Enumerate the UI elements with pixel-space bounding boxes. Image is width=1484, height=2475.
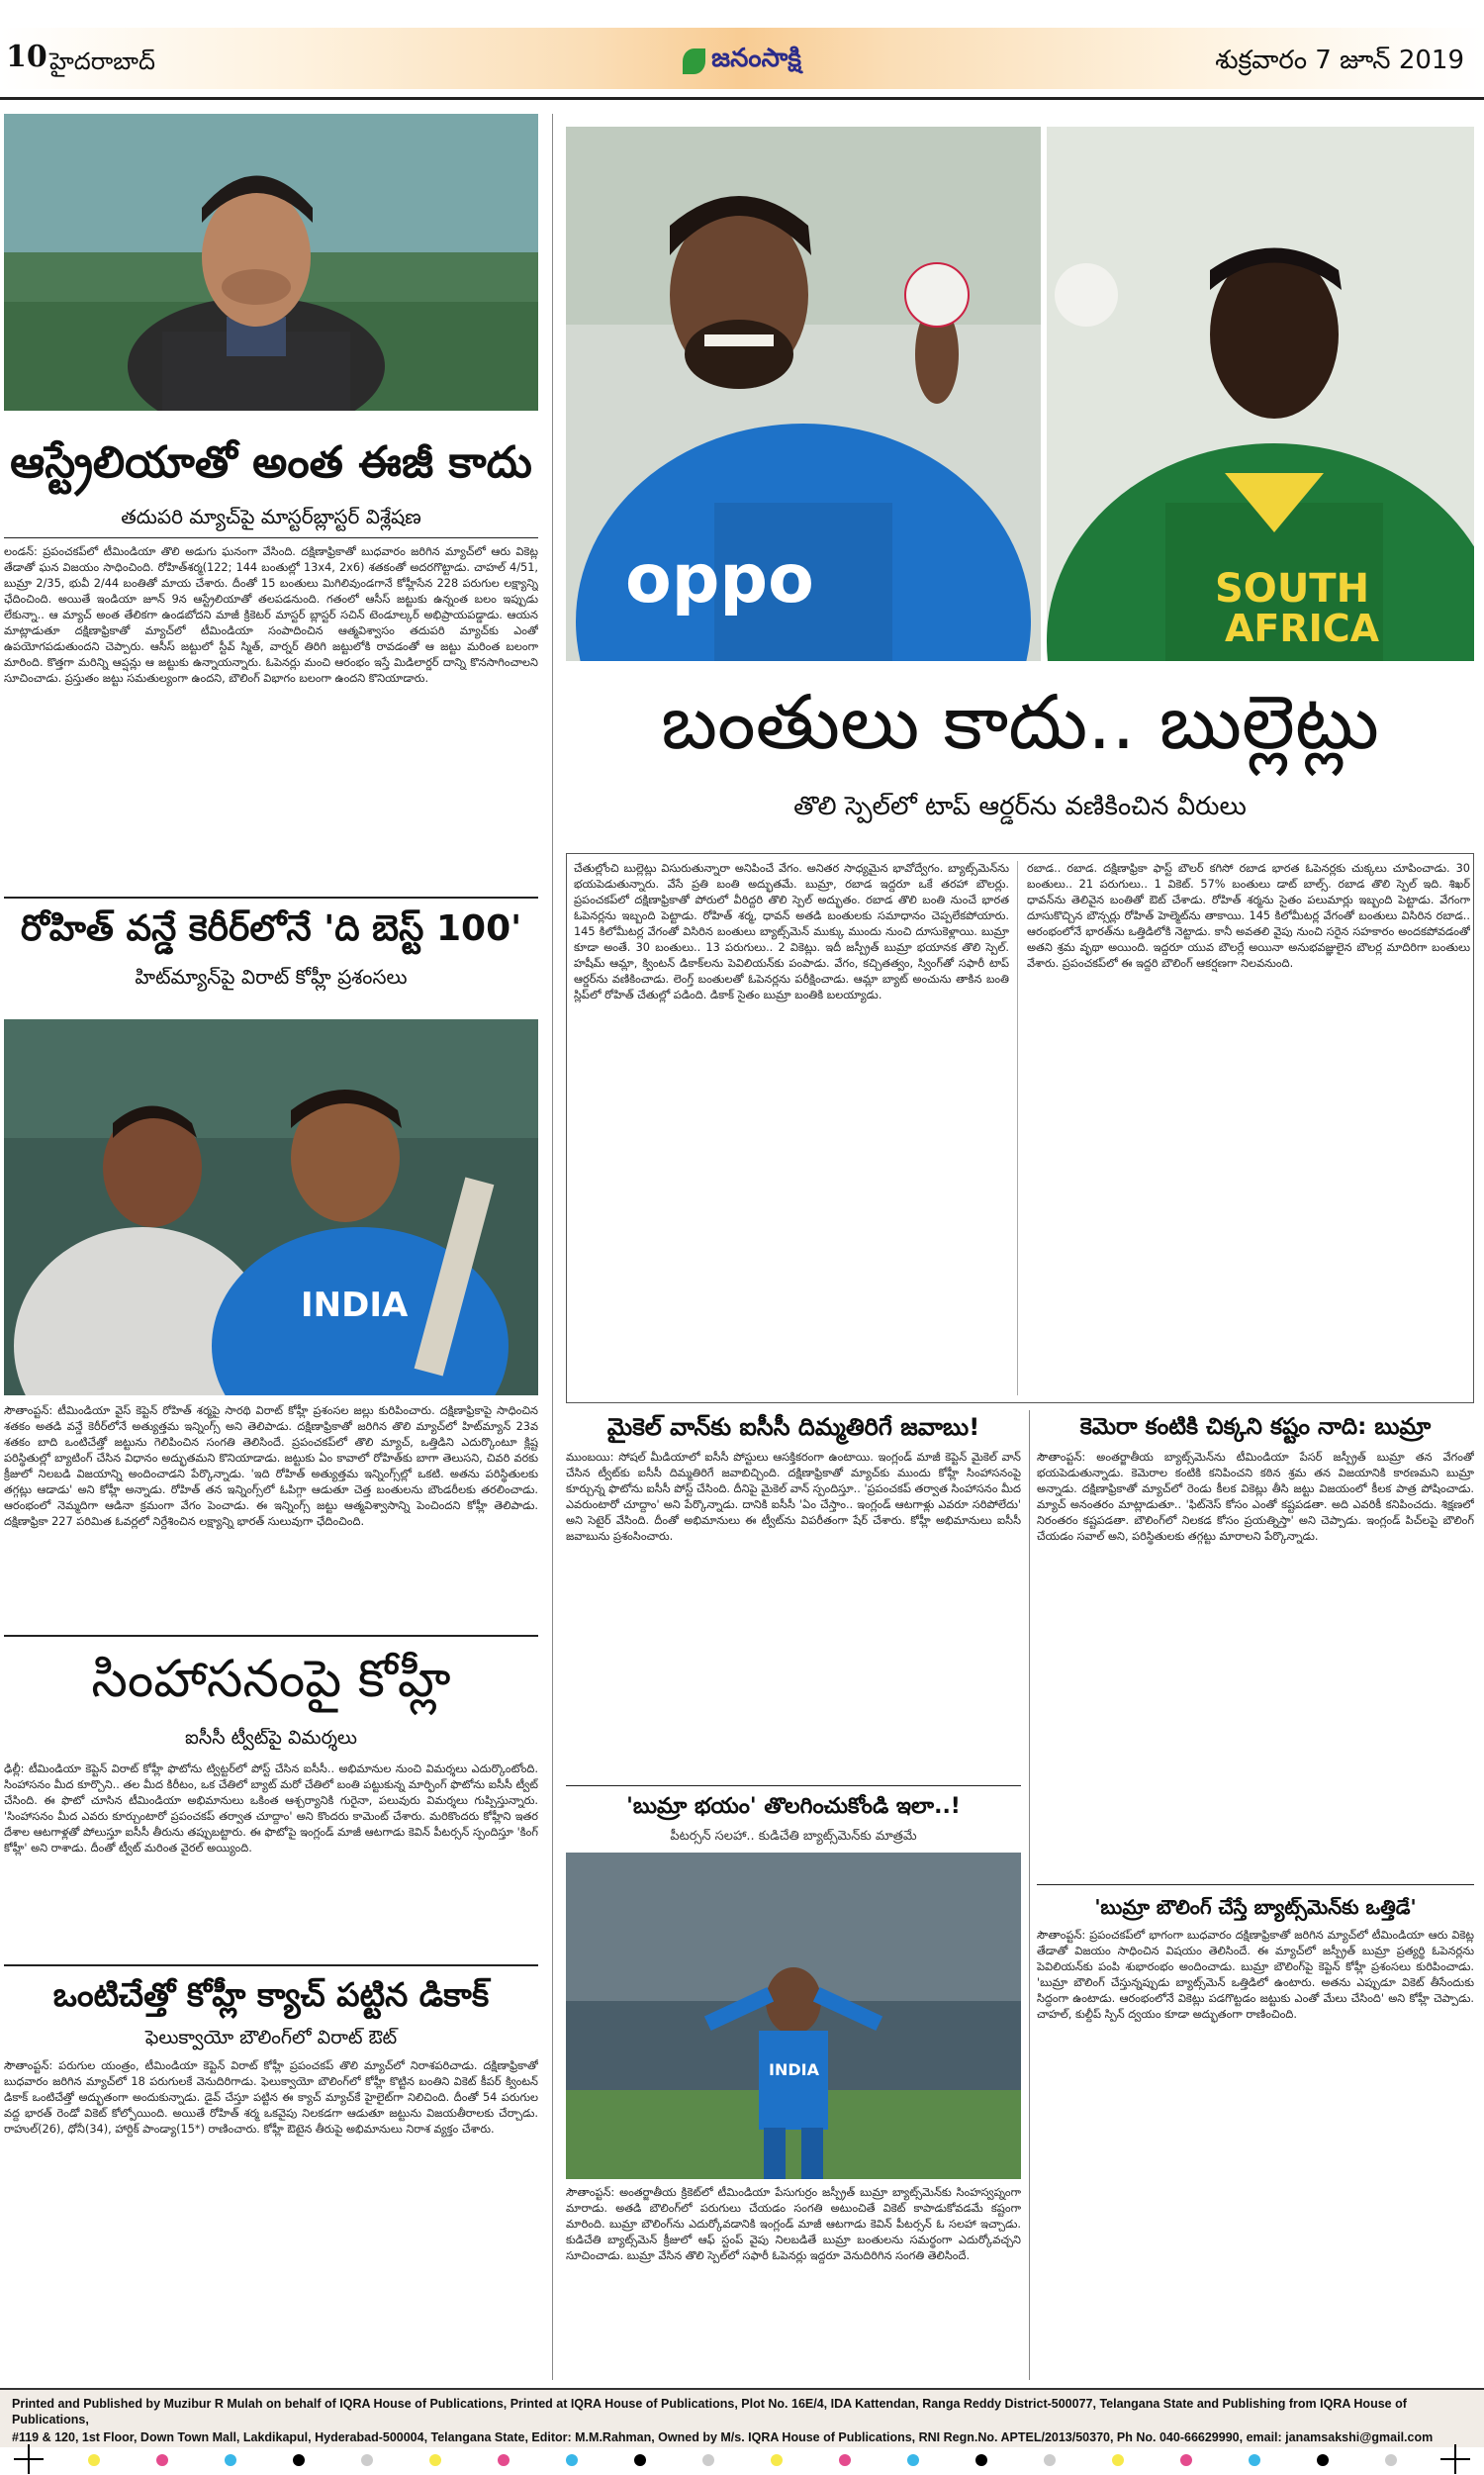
header-rule [0,97,1484,100]
issue-date: శుక్రవారం 7 జూన్ 2019 [1215,46,1464,75]
color-dot [907,2454,919,2466]
color-dot [1180,2454,1192,2466]
story7-caption: పీటర్సన్ సలహా.. కుడిచేతి బ్యాట్స్‌మెన్‌కు మాత్రమే [670,1829,917,1844]
story3-end-rule [4,1964,538,1966]
story5-body-col1: చేతుల్లోంచి బుల్లెట్లు విసురుతున్నారా అనిపించే వేగం. అనితర సాధ్యమైన భావోద్వేగం. బ్యాట్స్‌మెన్‌ను భయపెడుతున్నారు. వేసే ప్రతి బంతి అద్భుతమే. బుమ్రా, రబాడ ఇద్దరూ ఒకే తరహా బౌలర్లు. ప్రపంచకప్‌లో దక్షిణాఫ్రికాతో పోరులో వీరిద్దరి తొలి స్పెల్ అద్భుతం. రబాడ తొలి బంతి నుంచే భారత ఓపెనర్లను ఇబ్బంది పెట్టాడు. రోహిత్ శర్మ, ధావన్ అతడి బంతులకు సమాధానం చెప్పలేకపోయారు. 145 కిలోమీటర్ల వేగంతో విసిరిన బంతులు బ్యాట్స్‌మెన్ ముక్కు ముందు నుంచి దూసుకెళ్లాయి. బుమ్రా కూడా అంతే. 30 బంతులు.. 13 పరుగులు.. 2 వికెట్లు. ఇదీ జస్ప్రీత్ బుమ్రా భయానక తొలి స్పెల్. హషీమ్ ఆమ్లా, క్వింటన్ డికాక్‌లను పెవిలియన్‌కు పంపాడు. వేగం, కచ్చితత్వం, స్వింగ్‌తో సఫారీ టాప్ ఆర్డర్‌ను వణికించాడు. లెంగ్త్ బంతులతో ఓపెనర్లను పరీక్షించాడు. ఆమ్లా బ్యాట్ అంచును తాకిన బంతి స్లిప్‌లో రోహిత్ చేతుల్లో పడింది. డికాక్ సైతం బుమ్రా బంతికి బలయ్యాడు. [574,862,1009,1001]
story8-end-rule [1037,1884,1474,1885]
story3-subhead: ఐసీసీ ట్వీట్‌పై విమర్శలు [185,1727,357,1749]
page-number: 10 [6,40,47,74]
story1-end-rule [4,897,538,899]
bumrah-celebration-photo [566,1853,1021,2179]
imprint-footer [0,2388,1484,2447]
bumrah-celebration-illustration [566,1853,1021,2179]
kohli-rohit-illustration [4,1019,538,1395]
story4-headline: ఒంటిచేత్తో కోహ్లీ క్యాచ్ పట్టిన డికాక్ [52,1975,490,2014]
story4-body: సౌతాంప్టన్: పరుగుల యంత్రం, టీమిండియా కెప్టెన్ విరాట్ కోహ్లీ ప్రపంచకప్ తొలి మ్యాచ్‌లో నిరాశపరిచాడు. దక్షిణాఫ్రికాతో బుధవారం జరిగిన మ్యాచ్‌లో 18 పరుగులకే వెనుదిరిగాడు. ఫెలుక్వాయో బౌలింగ్‌లో కోహ్లీ కొట్టిన బంతిని వికెట్ కీపర్ క్వింటన్ డికాక్ ఒంటిచేత్తో అద్భుతంగా అందుకున్నాడు. డైవ్ చేస్తూ పట్టిన ఈ క్యాచ్ మ్యాచ్‌కే హైలైట్‌గా నిలిచింది. దీంతో 54 పరుగుల వద్ద భారత్ రెండో వికెట్ కోల్పోయింది. అయితే రోహిత్ శర్మ ఒకవైపు నిలకడగా ఆడుతూ జట్టును విజయతీరాలకు చేర్చాడు. రాహుల్(26), ధోనీ(34), హార్దిక్ పాండ్యా(15*) రాణించారు. కోహ్లీ ఔటైన తీరుపై అభిమానులు నిరాశ వ్యక్తం చేశారు. [4,2059,538,2136]
story2-subhead: హిట్‌మ్యాన్‌పై విరాట్ కోహ్లీ ప్రశంసలు [135,965,408,989]
color-dot [566,2454,578,2466]
story5-headline: బంతులు కాదు.. బుల్లెట్లు [661,678,1379,766]
color-dot [293,2454,305,2466]
color-dot [225,2454,236,2466]
svg-text:SOUTH: SOUTH [1215,566,1370,612]
color-dot [156,2454,168,2466]
story9-body: సౌతాంప్టన్: ప్రపంచకప్‌లో భాగంగా బుధవారం దక్షిణాఫ్రికాతో జరిగిన మ్యాచ్‌లో టీమిండియా ఆరు వికెట్ల తేడాతో విజయం సాధించిన విషయం తెలిసిందే. ఈ మ్యాచ్‌లో జస్ప్రీత్ బుమ్రా ప్రత్యర్థి ఓపెనర్లను పెవిలియన్‌కు పంపి శుభారంభం అందించాడు. బుమ్రా బౌలింగ్‌పై కెప్టెన్ కోహ్లీ ప్రశంసలు కురిపించాడు. 'బుమ్రా బౌలింగ్ చేస్తున్నప్పుడు బ్యాట్స్‌మెన్ ఒత్తిడిలో ఉంటారు. అతను ఎప్పుడూ వికెట్ తీసేందుకు సిద్ధంగా ఉంటాడు. ఆరంభంలోనే వికెట్లు పడగొట్టడం జట్టుకు ఎంతో మేలు చేసింది' అని కోహ్లీ చెప్పాడు. చాహల్, కుల్దీప్ స్పిన్ ద్వయం కూడా అద్భుతంగా రాణించింది. [1037,1929,1474,2021]
sachin-illustration [4,114,538,411]
bumrah-illustration [566,127,1041,661]
newspaper-logo [683,42,801,81]
story2-headline: రోహిత్ వన్డే కెరీర్‌లోనే 'ది బెస్ట్ 100' [20,908,522,949]
color-dot [361,2454,373,2466]
rabada-photo [1047,127,1474,661]
edition-city: హైదరాబాద్ [49,48,155,75]
imprint-line-2: #119 & 120, 1st Floor, Down Town Mall, Lakdikapul, Hyderabad-500004, Telangana State, Editor: M.M.Rahman, Owned by M/s. IQRA House of Publications, RNI Regn.No. APTEL/2013/50370, Ph No. 040-66629990, email: janamsakshi@gmail.com [12,2430,1434,2444]
story1-subhead: తదుపరి మ్యాచ్‌పై మాస్టర్‌బ్లాస్టర్ విశ్లేషణ [121,505,421,528]
color-dot [429,2454,441,2466]
story2-end-rule [4,1635,538,1637]
story9-headline: 'బుమ్రా బౌలింగ్ చేస్తే బ్యాట్స్‌మెన్‌కు ఒత్తిడే' [1094,1895,1417,1919]
story5-body-col2: రబాడ.. రబాడ. దక్షిణాఫ్రికా ఫాస్ట్ బౌలర్ కగిసో రబాడ భారత ఓపెనర్లకు చుక్కలు చూపించాడు. 30 బంతులు.. 21 పరుగులు.. 1 వికెట్. 57% బంతులు డాట్ బాల్స్. రబాడ తొలి స్పెల్ ఇది. శిఖర్ ధావన్‌ను తెలివైన బంతితో ఔట్ చేశాడు. రోహిత్ శర్మను సైతం పలుమార్లు ఇబ్బంది పెట్టాడు. వేగంగా దూసుకొచ్చిన బౌన్సర్లు రోహిత్ హెల్మెట్‌ను తాకాయి. 145 కిలోమీటర్ల వేగంతో బంతులు విసిరిన రబాడ.. ఆరంభంలోనే భారత్‌ను ఒత్తిడిలోకి నెట్టాడు. కానీ అవతలి వైపు నుంచి సరైన సహకారం అందకపోవడంతో అతని శ్రమ వృథా అయింది. ఇద్దరూ యువ బౌలర్లే అయినా అనుభవజ్ఞులైన బౌలర్ల మాదిరిగా బంతులు వేశారు. ప్రపంచకప్‌లో ఈ ఇద్దరి బౌలింగ్ ఆకర్షణగా నిలవనుంది. [1027,862,1470,970]
story3-headline: సింహాసనంపై కోహ్లీ [91,1650,451,1709]
color-registration-dots [59,2454,1425,2468]
story1-divider [4,537,538,538]
svg-text:oppo: oppo [625,540,814,619]
registration-crosshair-right [1440,2444,1470,2474]
color-dot [1249,2454,1260,2466]
rabada-illustration [1047,127,1474,661]
story4-subhead: ఫెలుక్వాయో బౌలింగ్‌లో విరాట్ ఔట్ [144,2027,398,2048]
color-dot [702,2454,714,2466]
story7-headline: 'బుమ్రా భయం' తొలగించుకోండి ఇలా..! [626,1794,961,1819]
color-dot [839,2454,851,2466]
bumrah-photo [566,127,1041,661]
kohli-rohit-photo [4,1019,538,1395]
story2-body: సౌతాంప్టన్: టీమిండియా వైస్ కెప్టెన్ రోహిత్ శర్మపై సారథి విరాట్ కోహ్లీ ప్రశంసల జల్లు కురిపించారు. దక్షిణాఫ్రికాపై సాధించిన శతకం అతడి వన్డే కెరీర్‌లోనే అత్యుత్తమ ఇన్నింగ్స్ అని తెలిపాడు. దక్షిణాఫ్రికాతో జరిగిన తొలి మ్యాచ్‌లో హిట్‌మ్యాన్ 23వ శతకం బాది ఒంటిచేత్తో జట్టును గెలిపించిన సంగతి తెలిసిందే. ప్రపంచకప్‌లో తొలి మ్యాచ్, ఒత్తిడిని ఎదుర్కొంటూ క్లిష్ట పరిస్థితుల్లో బ్యాటింగ్ చేసిన విధానం అద్భుతమని కొనియాడాడు. జట్టుకు ఏం కావాలో రోహిత్‌కు బాగా తెలుసని, చివరి వరకు క్రీజులో నిలబడి విజయాన్ని అందించాడని పేర్కొన్నాడు. 'ఇది రోహిత్ అత్యుత్తమ ఇన్నింగ్స్‌ల్లో ఒకటి. అతను పరిస్థితులకు తగ్గట్లు ఆడాడు' అని కోహ్లీ అన్నాడు. రోహిత్ తన ఇన్నింగ్స్‌లో ఓపిగ్గా ఆడుతూ చెత్త బంతులను బౌండరీలకు తరలించాడు. ఆరంభంలో నెమ్మదిగా ఆడినా క్రమంగా వేగం పెంచాడు. ఈ ఇన్నింగ్స్ జట్టు ఆత్మవిశ్వాసాన్ని పెంచిందని కోహ్లీ తెలిపాడు. దక్షిణాఫ్రికా 227 పరిమిత ఓవర్లలో నిర్దేశించిన లక్ష్యాన్ని భారత్ సులువుగా ఛేదించింది. [4,1404,538,1528]
imprint-line-1: Printed and Published by Muzibur R Mulah on behalf of IQRA House of Publications, Printed at IQRA House of Publications, Plot No. 16E/4, IDA Kattendan, Ranga Reddy District-500077, Telangana State and Publishing from IQRA House of Publications, [12,2397,1407,2427]
registration-crosshair-left [14,2444,44,2474]
logo-text: జనంసాక్షి [711,44,801,73]
column-divider [552,114,553,2380]
color-dot [634,2454,646,2466]
story5-subhead: తొలి స్పెల్‌లో టాప్ ఆర్డర్‌ను వణికించిన వీరులు [793,792,1247,821]
color-dot [771,2454,783,2466]
svg-text:INDIA: INDIA [769,2060,819,2079]
story1-headline: ఆస్ట్రేలియాతో అంత ఈజీ కాదు [10,437,532,488]
color-dot [88,2454,100,2466]
color-dot [1317,2454,1329,2466]
svg-text:INDIA: INDIA [301,1285,409,1325]
color-dot [975,2454,987,2466]
story8-headline: కెమెరా కంటికి చిక్కని కష్టం నాది: బుమ్రా [1079,1414,1432,1440]
story1-body: లండన్: ప్రపంచకప్‌లో టీమిండియా తొలి అడుగు ఘనంగా వేసింది. దక్షిణాఫ్రికాతో బుధవారం జరిగిన మ్యాచ్‌లో ఆరు వికెట్ల తేడాతో ఘన విజయం సాధించింది. రోహిత్‌శర్మ(122; 144 బంతుల్లో 13x4, 2x6) శతకంతో అదరగొట్టాడు. చాహల్ 4/51, బుమ్రా 2/35, భువీ 2/44 బంతితో మాయ చేశారు. దీంతో 15 బంతులు మిగిలివుండగానే కోహ్లీసేన 228 పరుగుల లక్ష్యాన్ని ఛేదించింది. అయితే ఇండియా జూన్ 9న ఆస్ట్రేలియాతో తలపడనుంది. గతంలో ఆసీస్ జట్టుకు ఉన్నంత బలం ఇప్పుడు లేకున్నా.. ఆ మ్యాచ్ అంత తేలికగా ఉండబోదని మాజీ క్రికెటర్ మాస్టర్ బ్లాస్టర్ సచిన్ టెండూల్కర్ అభిప్రాయపడ్డాడు. ఆయన మాట్లాడుతూ దక్షిణాఫ్రికాతో మ్యాచ్‌లో టీమిండియా సంపాదించిన ఆత్మవిశ్వాసం తదుపరి మ్యాచ్‌కు ఎంతో ఉపయోగపడుతుందని చెప్పారు. ఆసీస్ జట్టులో స్టీవ్ స్మిత్, వార్నర్ తిరిగి జట్టులోకి రావడంతో ఆ జట్టు మరింత బలంగా మారింది. కొత్తగా మరిన్ని ఆప్షన్లు ఆ జట్టుకు ఉన్నాయన్నారు. ఓపెనర్లు మంచి ఆరంభం ఇస్తే మిడిలార్డర్ దాన్ని కొనసాగించాలని సూచించాడు. ప్రస్తుతం జట్టు సమతుల్యంగా ఉందని, బౌలింగ్ విభాగం బలంగా ఉందని కొనియాడారు. [4,545,538,685]
color-dot [1385,2454,1397,2466]
story6-end-rule [566,1785,1021,1786]
color-dot [498,2454,510,2466]
svg-text:AFRICA: AFRICA [1225,607,1380,650]
right-column-divider [1029,1410,1030,2380]
color-dot [1044,2454,1056,2466]
color-dot [1112,2454,1124,2466]
story7-body: సౌతాంప్టన్: అంతర్జాతీయ క్రికెట్‌లో టీమిండియా పేసుగుర్రం జస్ప్రీత్ బుమ్రా బ్యాట్స్‌మెన్‌కు సింహస్వప్నంగా మారాడు. అతడి బౌలింగ్‌లో పరుగులు చేయడం సంగతి అటుంచితే వికెట్ కాపాడుకోవడమే కష్టంగా మారింది. బుమ్రా బౌలింగ్‌ను ఎదుర్కోవడానికి ఇంగ్లండ్ మాజీ ఆటగాడు కెవిన్ పీటర్సన్ ఓ సలహా ఇచ్చాడు. కుడిచేతి బ్యాట్స్‌మెన్ క్రీజులో ఆఫ్‌ స్టంప్ వైపు నిలబడితే బుమ్రా బంతులను సమర్థంగా ఎదుర్కోవచ్చని సూచించాడు. బుమ్రా వేసిన తొలి స్పెల్‌లో సఫారీ ఓపెనర్లు ఇద్దరూ వెనుదిరిగిన సంగతి తెలిసిందే. [566,2186,1021,2262]
story5-box-border [566,853,1474,1403]
story6-body: ముంబయి: సోషల్ మీడియాలో ఐసీసీ పోస్టులు ఆసక్తికరంగా ఉంటాయి. ఇంగ్లండ్ మాజీ కెప్టెన్ మైకెల్ వాన్ చేసిన ట్వీట్‌కు ఐసీసీ దిమ్మతిరిగే జవాబిచ్చింది. దక్షిణాఫ్రికాతో మ్యాచ్‌కు ముందు కోహ్లీ సింహాసనంపై కూర్చున్న ఫొటోను ఐసీసీ పోస్ట్ చేసింది. దీనిపై మైకెల్ వాన్ స్పందిస్తూ.. 'ప్రపంచకప్ తర్వాత సింహాసనం మీద ఎవరుంటారో చూద్దాం' అని పేర్కొన్నాడు. దానికి ఐసీసీ 'ఏం చేస్తాం.. ఇంగ్లండ్ ఆటగాళ్లు ఎవరూ సరిపోలేదు' అని సెటైర్ వేసింది. దీంతో అభిమానులు ఈ ట్వీట్‌ను విపరీతంగా షేర్ చేశారు. కోహ్లీ అభిమానులు ఐసీసీ జవాబును ప్రశంసించారు. [566,1451,1021,1543]
sachin-photo [4,114,538,411]
logo-leaf-icon [683,48,705,74]
story8-body: సౌతాంప్టన్: అంతర్జాతీయ బ్యాట్స్‌మెన్‌ను టీమిండియా పేసర్ జస్ప్రీత్ బుమ్రా తన వేగంతో భయపెడుతున్నాడు. కెమెరాల కంటికి కనిపించని కఠిన శ్రమ తన విజయానికి కారణమని బుమ్రా అన్నాడు. దక్షిణాఫ్రికాతో మ్యాచ్‌లో రెండు కీలక వికెట్లు తీసి జట్టు విజయంలో కీలక పాత్ర పోషించాడు. మ్యాచ్ అనంతరం మాట్లాడుతూ.. 'ఫిట్‌నెస్ కోసం ఎంతో కష్టపడతా. అది ఎవరికీ కనిపించదు. శిక్షణలో నిరంతరం కష్టపడతా. బౌలింగ్‌లో నిలకడ కోసం ప్రయత్నిస్తా' అని చెప్పాడు. ఇంగ్లండ్ పిచ్‌లపై బౌలింగ్ చేయడం సవాల్ అని, పరిస్థితులకు తగ్గట్టు మారాలని పేర్కొన్నాడు. [1037,1451,1474,1543]
story6-headline: మైకెల్ వాన్‌కు ఐసీసీ దిమ్మతిరిగే జవాబు! [606,1413,980,1441]
story3-body: ఢిల్లీ: టీమిండియా కెప్టెన్ విరాట్ కోహ్లీ ఫొటోను ట్విట్టర్‌లో పోస్ట్ చేసిన ఐసీసీ.. అభిమానుల నుంచి విమర్శలు ఎదుర్కొంటోంది. సింహాసనం మీద కూర్చొని.. తల మీద కిరీటం, ఒక చేతిలో బ్యాట్ మరో చేతిలో బంతి పట్టుకున్న మార్ఫింగ్ ఫొటోను ఐసీసీ ట్వీట్ చేసింది. ఈ ఫొటో చూసిన టీమిండియా అభిమానులు ఒకింత ఆశ్చర్యానికి గురైనా, పలువురు విమర్శలు గుప్పిస్తున్నారు. 'సింహాసనం మీద ఎవరు కూర్చుంటారో ప్రపంచకప్ తర్వాత చూద్దాం' అని కొందరు కామెంట్ చేశారు. మరికొందరు కోహ్లీని ఇతర దేశాల ఆటగాళ్లతో పోలుస్తూ ఐసీసీ తీరును తప్పుబట్టారు. ఈ ఫొటోపై ఇంగ్లండ్ మాజీ ఆటగాడు కెవిన్ పీటర్సన్ స్పందిస్తూ 'కింగ్ కోహ్లీ' అని రాశాడు. దీంతో ట్వీట్ మరింత వైరల్ అయ్యింది. [4,1762,538,1855]
